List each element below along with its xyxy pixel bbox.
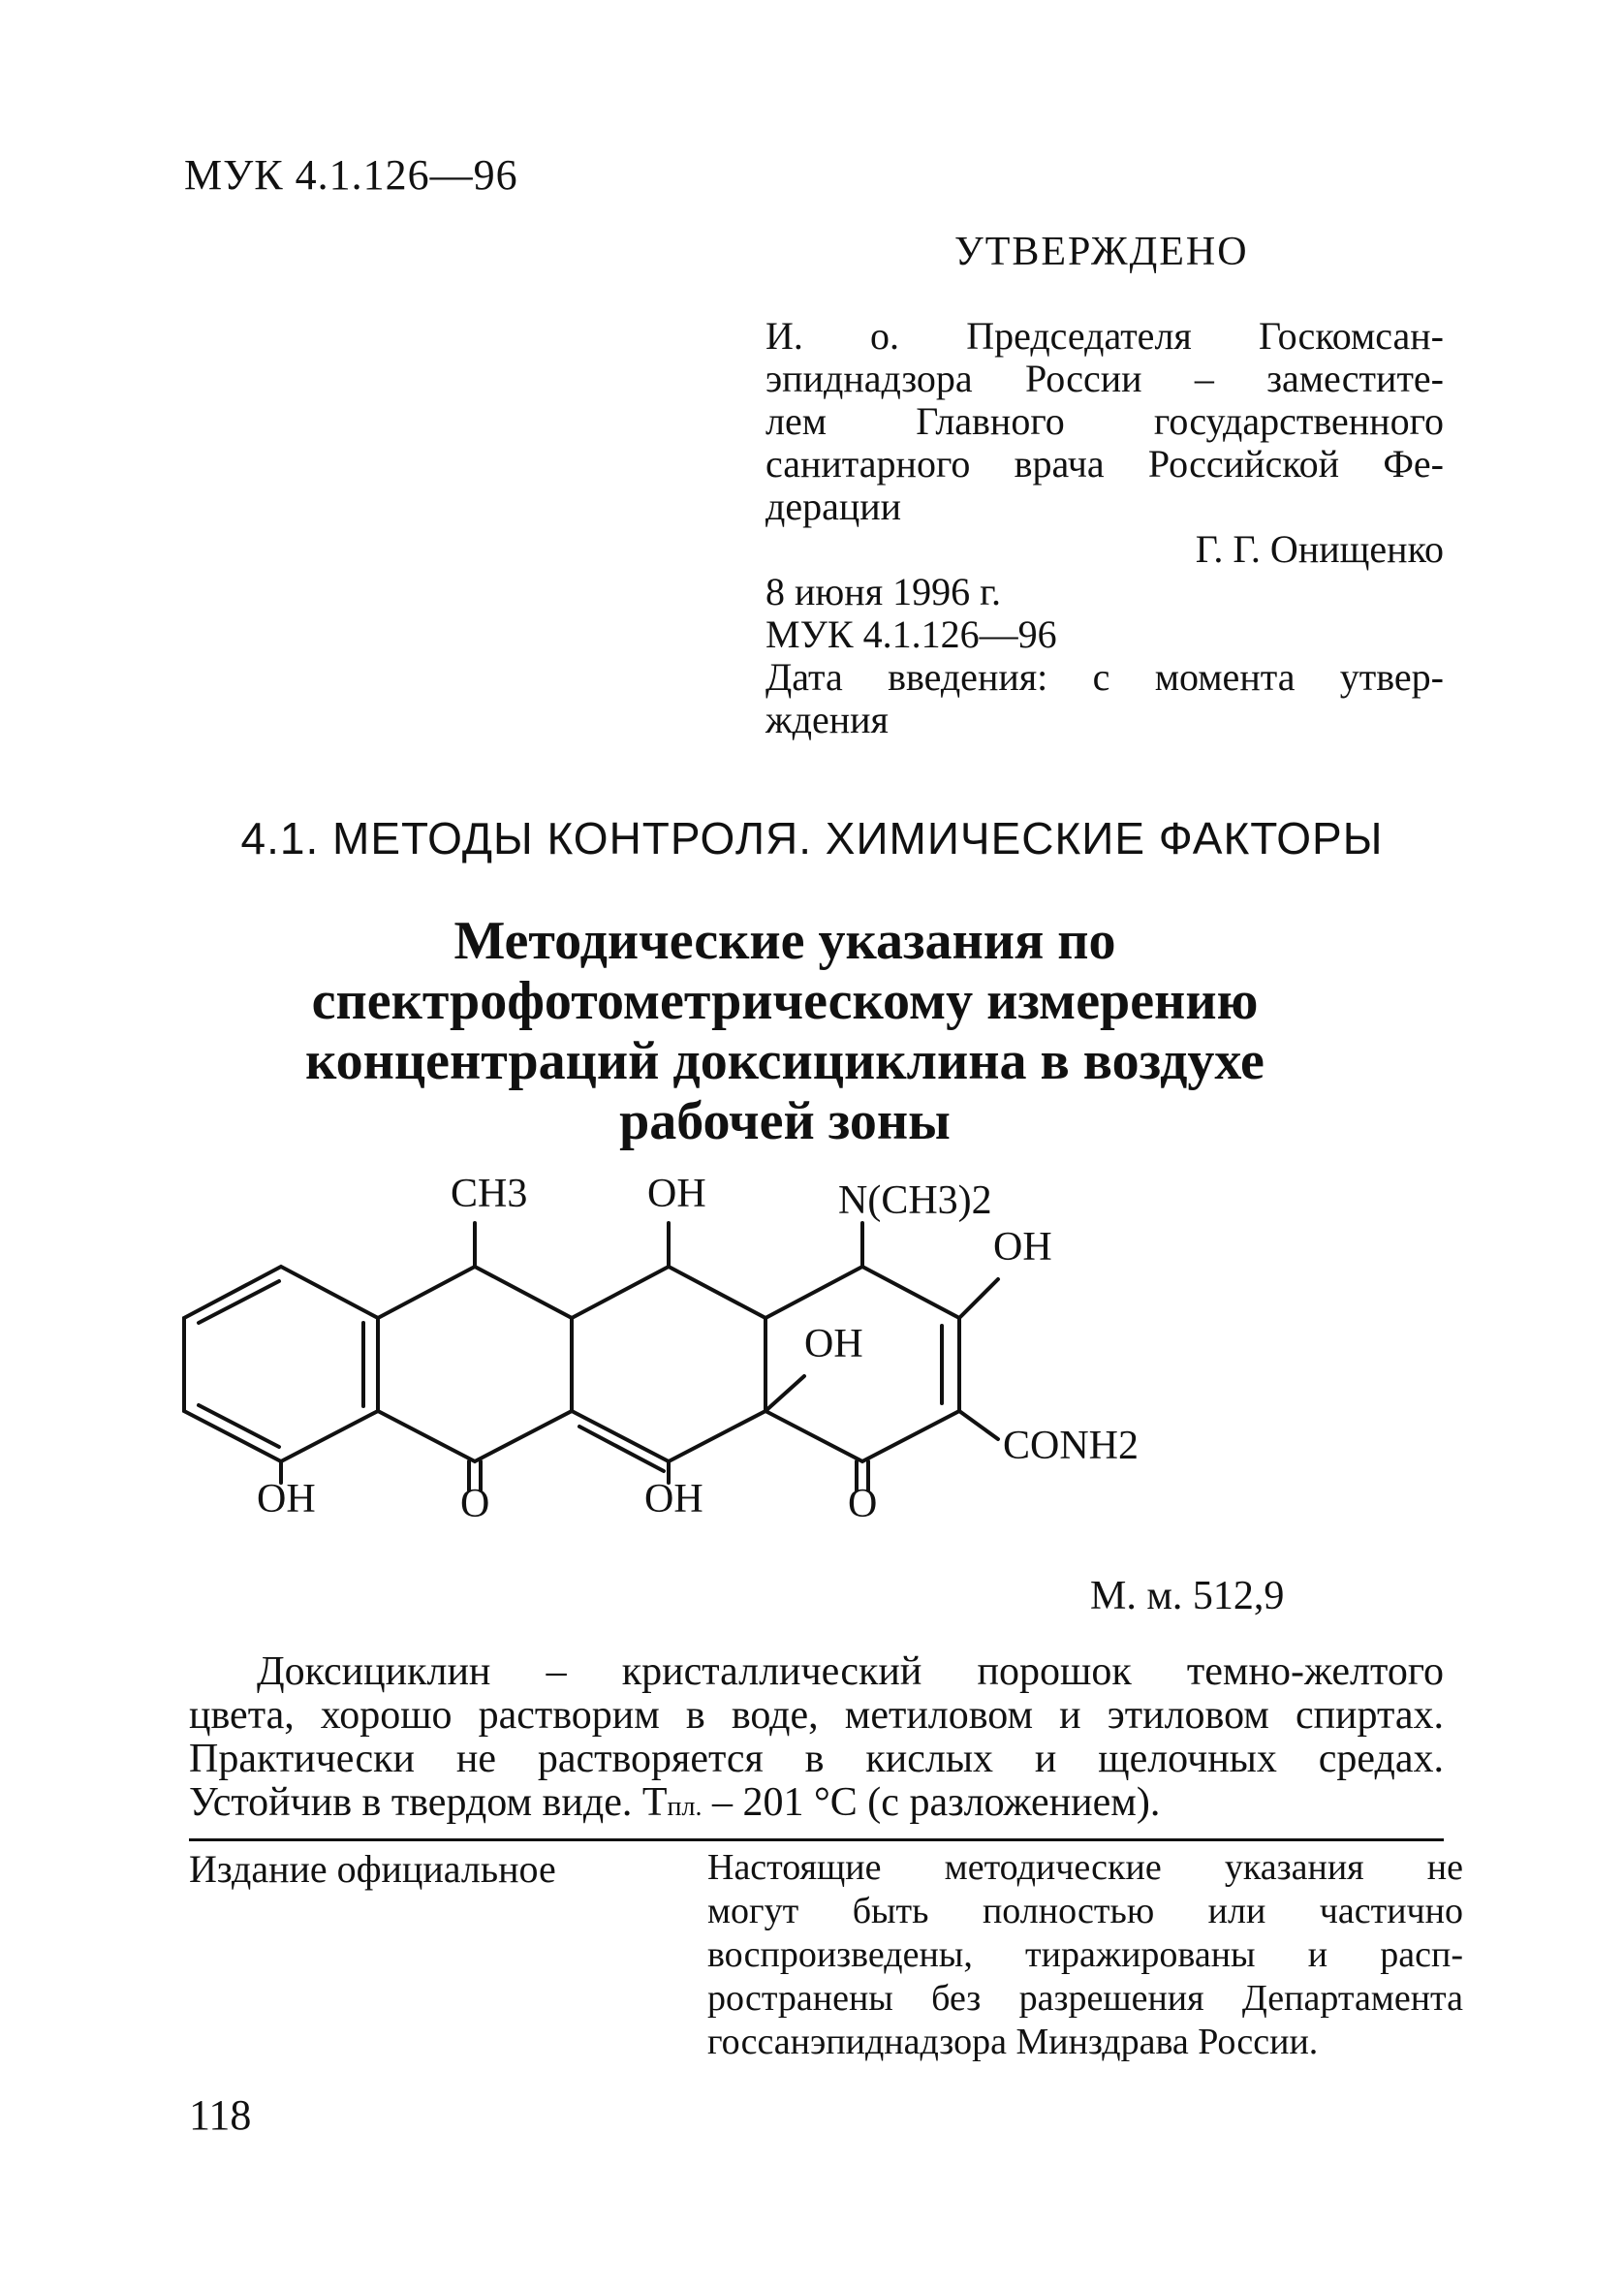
- notice-line: могут быть полностью или частично: [707, 1891, 1463, 1931]
- formula-label-dimethylamino: N(CH3)2: [838, 1178, 992, 1223]
- copyright-notice: [707, 1846, 1463, 2064]
- melting-point-subscript: пл.: [667, 1792, 703, 1822]
- description-line-post: – 201 °C (с разложением).: [702, 1780, 1161, 1825]
- approval-heading: УТВЕРЖДЕНО: [954, 230, 1249, 274]
- notice-line: воспроизведены, тиражированы и расп-: [707, 1934, 1463, 1975]
- approval-doc-code: МУК 4.1.126—96: [765, 612, 1057, 656]
- approval-line: И. о. Председателя Госкомсан-: [765, 314, 1444, 358]
- page-number: 118: [189, 2091, 252, 2139]
- title-line: Методические указания по: [453, 911, 1116, 971]
- footer-divider: [189, 1838, 1444, 1841]
- structural-formula: [155, 1158, 1221, 1584]
- formula-label-o-bottom-2: O: [848, 1482, 878, 1526]
- section-heading: 4.1. МЕТОДЫ КОНТРОЛЯ. ХИМИЧЕСКИЕ ФАКТОРЫ: [240, 813, 1384, 863]
- formula-label-ch3: CH3: [451, 1172, 528, 1216]
- notice-line: Настоящие методические указания не: [707, 1847, 1463, 1888]
- title-line: спектрофотометрическому измерению: [311, 971, 1259, 1031]
- formula-label-conh2: CONH2: [1003, 1424, 1140, 1468]
- introduction-date: Дата введения: с момента утвер-: [765, 655, 1444, 699]
- formula-label-oh-top: OH: [647, 1172, 706, 1216]
- document-title: [223, 911, 1347, 1151]
- molar-mass: М. м. 512,9: [1090, 1574, 1285, 1618]
- formula-label-oh-right: OH: [993, 1225, 1052, 1270]
- title-line: рабочей зоны: [619, 1091, 951, 1151]
- formula-bonds: [184, 1223, 998, 1490]
- formula-label-o-bottom-1: O: [460, 1482, 490, 1526]
- approval-line: эпиднадзора России – заместите-: [765, 357, 1444, 400]
- approval-date: 8 июня 1996 г.: [765, 570, 1001, 613]
- formula-label-oh-middle: OH: [804, 1322, 863, 1366]
- description-line: Доксициклин – кристаллический порошок темно-желтого: [257, 1649, 1444, 1694]
- description-paragraph: [189, 1650, 1444, 1829]
- approval-block: [765, 315, 1444, 741]
- introduction-date-cont: ждения: [765, 698, 889, 741]
- description-line-pre: Устойчив в твердом виде. T: [189, 1780, 668, 1825]
- approval-line: санитарного врача Российской Фе-: [765, 442, 1444, 486]
- description-line: Практически не растворяется в кислых и щелочных средах.: [189, 1737, 1444, 1781]
- approval-line: лем Главного государственного: [765, 399, 1444, 443]
- description-line: цвета, хорошо растворим в воде, метиловом и этиловом спиртах.: [189, 1693, 1444, 1738]
- approval-line: дерации: [765, 485, 902, 528]
- notice-line: ространены без разрешения Департамента: [707, 1978, 1463, 2019]
- signatory: Г. Г. Онищенко: [1195, 527, 1444, 571]
- title-line: концентраций доксициклина в воздухе: [305, 1031, 1265, 1091]
- document-code: МУК 4.1.126—96: [184, 151, 518, 199]
- formula-label-oh-bottom-left: OH: [257, 1477, 316, 1521]
- formula-label-oh-bottom-middle: OH: [644, 1477, 703, 1521]
- edition-label: Издание официальное: [189, 1847, 556, 1891]
- notice-line: госсанэпиднадзора Минздрава России.: [707, 2022, 1319, 2062]
